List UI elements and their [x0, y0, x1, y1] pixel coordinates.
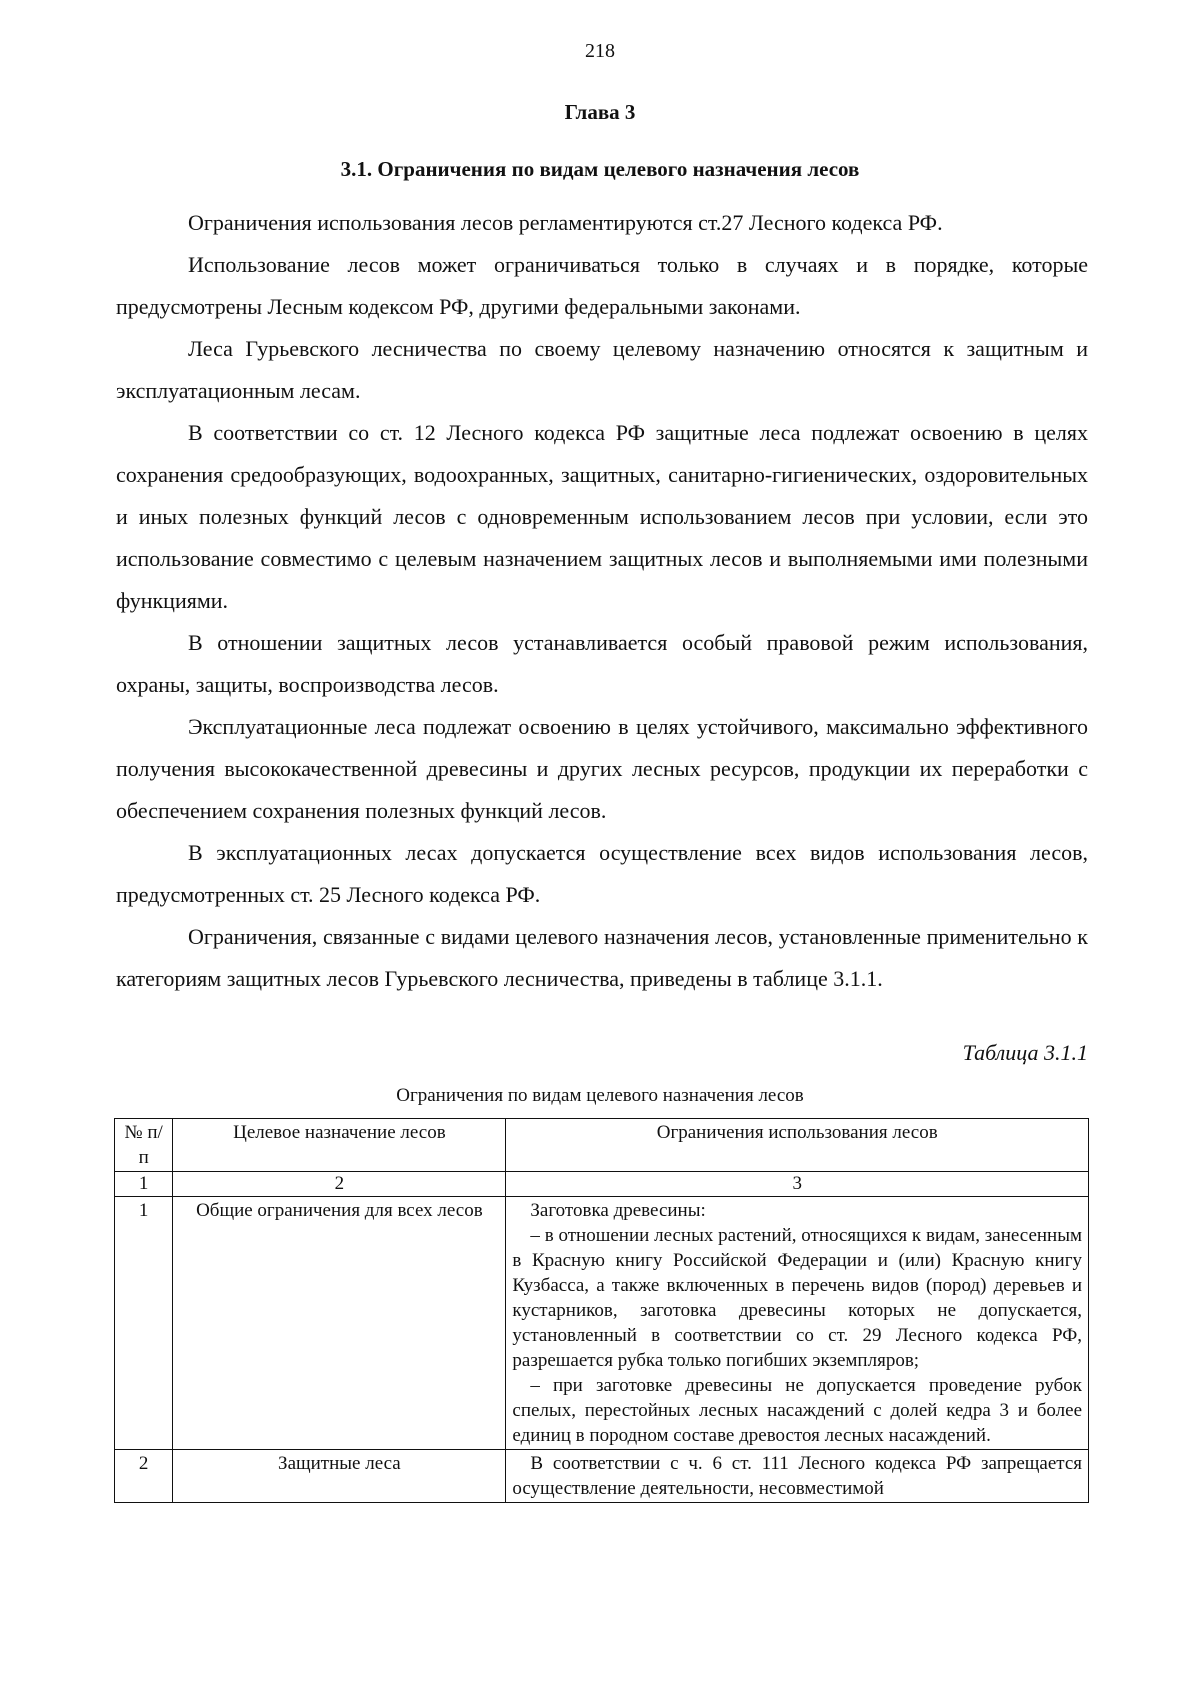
limits-item: – в отношении лесных растений, относящихся к видам, занесенным в Красную книгу Российской Федерации и (или) Красную книгу Кузбасса, а также включенных в перечень видов (пород) деревьев и кустарников, заготовка древесины которых не допускается, установленный в соответствии со ст. 29 Лесного кодекса РФ, разрешается рубка только погибших экземпляров; — [512, 1225, 1082, 1371]
paragraph: Использование лесов может ограничиваться только в случаях и в порядке, которые предусмотрены Лесным кодексом РФ, другими федеральными законами. — [116, 252, 1088, 319]
paragraph: Эксплуатационные леса подлежат освоению в целях устойчивого, максимально эффективного получения высококачественной древесины и других лесных ресурсов, продукции их переработки с обеспечением сохранения полезных функций лесов. — [116, 714, 1088, 823]
limits-table — [114, 1118, 1089, 1503]
paragraph: В соответствии со ст. 12 Лесного кодекса РФ защитные леса подлежат освоению в целях сохранения средообразующих, водоохранных, защитных, санитарно-гигиенических, оздоровительных и иных полезных функций лесов с одновременным использованием лесов при условии, если это использование совместимо с целевым назначением защитных лесов и выполняемыми ими полезными функциями. — [116, 420, 1088, 613]
limits-item: – при заготовке древесины не допускается проведение рубок спелых, перестойных лесных насаждений с долей кедра 3 и более единиц в породном составе древостоя лесных насаждений. — [512, 1375, 1082, 1446]
paragraph: В отношении защитных лесов устанавливается особый правовой режим использования, охраны, защиты, воспроизводства лесов. — [116, 630, 1088, 697]
header-cell-purpose: Целевое назначение лесов — [173, 1119, 506, 1172]
column-number: 1 — [115, 1172, 173, 1197]
chapter-heading: Глава 3 — [564, 100, 636, 124]
table-column-numbers-row — [115, 1172, 1089, 1197]
row-purpose: Защитные леса — [173, 1450, 506, 1503]
table-header-row — [115, 1119, 1089, 1172]
column-number: 2 — [173, 1172, 506, 1197]
table-row — [115, 1450, 1089, 1503]
table-label: Таблица 3.1.1 — [962, 1040, 1088, 1065]
paragraph: В эксплуатационных лесах допускается осуществление всех видов использования лесов, предусмотренных ст. 25 Лесного кодекса РФ. — [116, 840, 1088, 907]
table-title: Ограничения по видам целевого назначения лесов — [396, 1085, 804, 1106]
row-limits — [506, 1197, 1089, 1450]
section-heading: 3.1. Ограничения по видам целевого назначения лесов — [340, 157, 860, 181]
header-cell-limits: Ограничения использования лесов — [506, 1119, 1089, 1172]
body-text — [116, 202, 1088, 1000]
row-number: 1 — [115, 1197, 173, 1450]
limits-intro: Заготовка древесины: — [530, 1200, 706, 1221]
table-row — [115, 1197, 1089, 1450]
paragraph: Леса Гурьевского лесничества по своему целевому назначению относятся к защитным и эксплуатационным лесам. — [116, 336, 1088, 403]
page-number: 218 — [585, 40, 615, 62]
row-purpose: Общие ограничения для всех лесов — [173, 1197, 506, 1450]
row-number: 2 — [115, 1450, 173, 1503]
header-cell-num: № п/п — [115, 1119, 173, 1172]
paragraph: Ограничения использования лесов регламентируются ст.27 Лесного кодекса РФ. — [188, 210, 943, 235]
limits-text: В соответствии с ч. 6 ст. 111 Лесного кодекса РФ запрещается осуществление деятельности, несовместимой — [512, 1453, 1082, 1499]
row-limits — [506, 1450, 1089, 1503]
paragraph: Ограничения, связанные с видами целевого назначения лесов, установленные применительно к категориям защитных лесов Гурьевского лесничества, приведены в таблице 3.1.1. — [116, 924, 1088, 991]
column-number: 3 — [506, 1172, 1089, 1197]
